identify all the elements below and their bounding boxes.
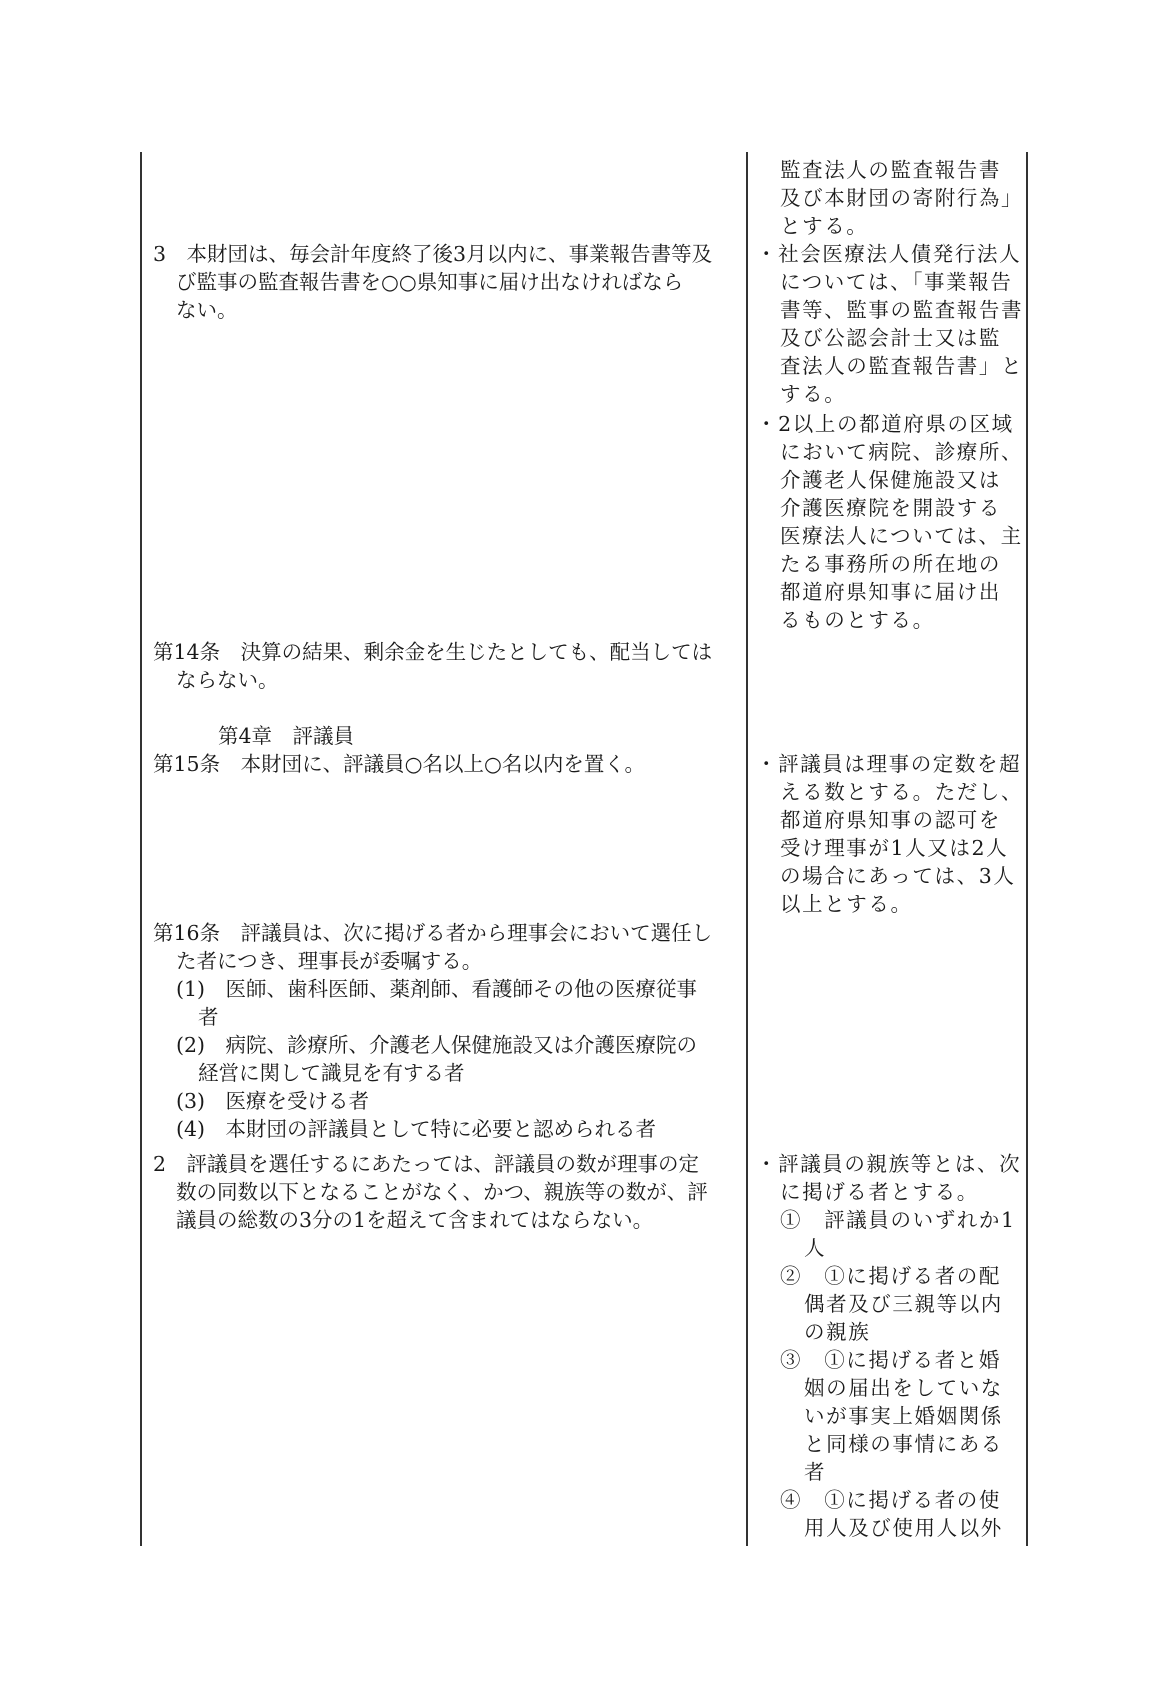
column-divider: [746, 152, 748, 1546]
art16-item: (4) 本財団の評議員として特に必要と認められる者: [176, 1117, 657, 1141]
note-line: ③ ①に掲げる者と婚: [780, 1348, 1001, 1372]
note-line: 介護老人保健施設又は: [780, 468, 1001, 492]
note-line: いが事実上婚姻関係: [804, 1404, 1003, 1428]
note-line: 監査法人の監査報告書: [780, 158, 1001, 182]
art16-item: (2) 病院、診療所、介護老人保健施設又は介護医療院の: [176, 1033, 698, 1057]
note-line: 者: [804, 1460, 827, 1484]
note-line: 書等、監事の監査報告書: [780, 298, 1024, 322]
note-line: ② ①に掲げる者の配: [780, 1264, 1001, 1288]
note-line: ④ ①に掲げる者の使: [780, 1488, 1001, 1512]
note-line: るものとする。: [780, 608, 935, 632]
note-line: 及び公認会計士又は監: [780, 326, 1001, 350]
art16-item: (3) 医療を受ける者: [176, 1089, 370, 1113]
art13-p3-line: ない。: [176, 298, 238, 322]
art16-line: た者につき、理事長が委嘱する。: [176, 949, 483, 973]
note-line: の場合にあっては、3人: [780, 864, 1016, 888]
art16-p2-line: 議員の総数の3分の1を超えて含まれてはならない。: [176, 1208, 654, 1232]
art13-p3-line: 3 本財団は、毎会計年度終了後3月以内に、事業報告書等及: [153, 242, 713, 266]
note-line: 用人及び使用人以外: [804, 1516, 1003, 1540]
note-line: 姻の届出をしていな: [804, 1376, 1003, 1400]
art16-p2-line: 2 評議員を選任するにあたっては、評議員の数が理事の定: [153, 1152, 700, 1176]
note-line: 介護医療院を開設する: [780, 496, 1001, 520]
note-line: と同様の事情にある: [804, 1432, 1003, 1456]
note-line: 都道府県知事に届け出: [780, 580, 1001, 604]
note-line: 偶者及び三親等以内: [804, 1292, 1003, 1316]
art14-line: 第14条 決算の結果、剰余金を生じたとしても、配当しては: [153, 640, 713, 664]
note-line: ① 評議員のいずれか1: [780, 1208, 1016, 1232]
note-line: 人: [804, 1236, 827, 1260]
note-line: 査法人の監査報告書」と: [780, 354, 1024, 378]
note-line: 医療法人については、主: [780, 524, 1023, 548]
note-line: とする。: [780, 214, 869, 238]
note-line: ・社会医療法人債発行法人: [756, 242, 1022, 266]
note-line: える数とする。ただし、: [780, 780, 1024, 804]
art14-line: ならない。: [176, 668, 279, 692]
note-line: 及び本財団の寄附行為」: [780, 186, 1024, 210]
note-line: する。: [780, 382, 847, 406]
chapter-heading: 第4章 評議員: [218, 724, 355, 748]
art16-item: 者: [198, 1005, 219, 1029]
left-border: [140, 152, 142, 1546]
art16-item: (1) 医師、歯科医師、薬剤師、看護師その他の医療従事: [176, 977, 698, 1001]
note-line: たる事務所の所在地の: [780, 552, 1001, 576]
note-line: については、「事業報告: [780, 270, 1013, 294]
art16-item: 経営に関して識見を有する者: [198, 1061, 465, 1085]
note-line: ・評議員の親族等とは、次: [756, 1152, 1022, 1176]
art16-line: 第16条 評議員は、次に掲げる者から理事会において選任し: [153, 921, 713, 945]
note-line: 都道府県知事の認可を: [780, 808, 1001, 832]
art13-p3-line: び監事の監査報告書を○○県知事に届け出なければなら: [176, 270, 684, 294]
note-line: 受け理事が1人又は2人: [780, 836, 1009, 860]
right-border: [1026, 152, 1028, 1546]
art15-line: 第15条 本財団に、評議員○名以上○名以内を置く。: [153, 752, 645, 776]
note-line: の親族: [804, 1320, 871, 1344]
note-line: ・2以上の都道府県の区域: [756, 412, 1014, 436]
note-line: ・評議員は理事の定数を超: [756, 752, 1022, 776]
note-line: に掲げる者とする。: [780, 1180, 979, 1204]
art16-p2-line: 数の同数以下となることがなく、かつ、親族等の数が、評: [176, 1180, 708, 1204]
note-line: 以上とする。: [780, 892, 913, 916]
note-line: において病院、診療所、: [780, 440, 1024, 464]
